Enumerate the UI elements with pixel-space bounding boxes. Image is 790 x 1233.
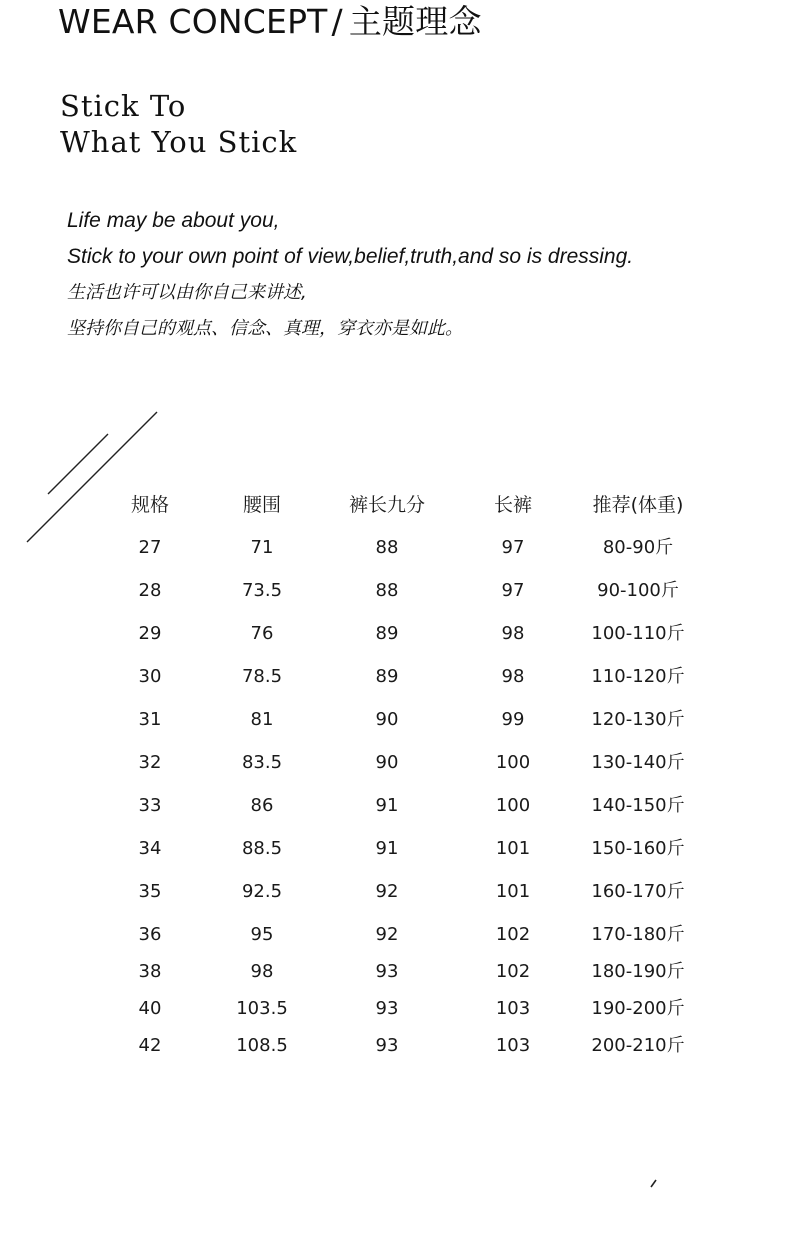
full-length-cell: 103 [495, 1035, 531, 1056]
table-row [0, 875, 790, 918]
table-row [0, 789, 790, 832]
table-row [0, 574, 790, 617]
motto-line-1: Stick To [60, 89, 187, 123]
size-cell: 31 [138, 709, 162, 730]
full-length-cell: 103 [495, 998, 531, 1019]
weight-cell: 120-130斤 [591, 709, 685, 730]
ninth-length-cell: 91 [375, 795, 399, 816]
weight-cell: 110-120斤 [591, 666, 685, 687]
weight-cell: 140-150斤 [591, 795, 685, 816]
ninth-length-cell: 92 [375, 924, 399, 945]
ninth-length-cell: 88 [375, 580, 399, 601]
table-row [0, 660, 790, 703]
size-cell: 32 [138, 752, 162, 773]
stray-tick-mark [648, 1178, 660, 1190]
ninth-length-cell: 89 [375, 666, 399, 687]
weight-cell: 160-170斤 [591, 881, 685, 902]
full-length-cell: 99 [501, 709, 525, 730]
table-row [0, 703, 790, 746]
size-cell: 40 [138, 998, 162, 1019]
intro-cn-line-2: 坚持你自己的观点、信念、真理，穿衣亦是如此。 [67, 318, 463, 339]
size-cell: 30 [138, 666, 162, 687]
table-row [0, 955, 790, 992]
intro-text [67, 203, 633, 347]
full-length-cell: 100 [495, 795, 531, 816]
size-table [0, 488, 790, 1066]
waist-cell: 86 [250, 795, 274, 816]
header-recommended-weight: 推荐(体重) [592, 494, 684, 516]
heading-slash: / [331, 2, 343, 41]
intro-en-line-2: Stick to your own point of view,belief,truth,and so is dressing. [67, 245, 634, 268]
size-cell: 29 [138, 623, 162, 644]
waist-cell: 92.5 [241, 881, 283, 902]
waist-cell: 108.5 [236, 1035, 288, 1056]
table-row [0, 746, 790, 789]
intro-en-line-1: Life may be about you, [67, 209, 280, 232]
table-row [0, 832, 790, 875]
heading-cn: 主题理念 [348, 2, 482, 41]
tick-mark-line [651, 1180, 656, 1187]
table-header-row [0, 488, 790, 531]
size-cell: 33 [138, 795, 162, 816]
waist-cell: 88.5 [241, 838, 283, 859]
ninth-length-cell: 93 [375, 998, 399, 1019]
header-ninth-length: 裤长九分 [348, 494, 426, 516]
weight-cell: 180-190斤 [591, 961, 685, 982]
motto [60, 88, 297, 160]
size-cell: 36 [138, 924, 162, 945]
full-length-cell: 101 [495, 838, 531, 859]
header-size: 规格 [130, 494, 170, 516]
header-full-length: 长裤 [493, 494, 533, 516]
full-length-cell: 102 [495, 924, 531, 945]
waist-cell: 98 [250, 961, 274, 982]
size-cell: 38 [138, 961, 162, 982]
ninth-length-cell: 91 [375, 838, 399, 859]
section-heading [58, 2, 482, 42]
weight-cell: 90-100斤 [597, 580, 679, 601]
waist-cell: 103.5 [236, 998, 288, 1019]
weight-cell: 150-160斤 [591, 838, 685, 859]
waist-cell: 76 [250, 623, 274, 644]
full-length-cell: 98 [501, 623, 525, 644]
table-row [0, 617, 790, 660]
table-row [0, 918, 790, 955]
weight-cell: 200-210斤 [591, 1035, 685, 1056]
table-row [0, 992, 790, 1029]
ninth-length-cell: 88 [375, 537, 399, 558]
ninth-length-cell: 92 [375, 881, 399, 902]
ninth-length-cell: 90 [375, 752, 399, 773]
weight-cell: 130-140斤 [591, 752, 685, 773]
waist-cell: 71 [250, 537, 274, 558]
waist-cell: 73.5 [241, 580, 283, 601]
waist-cell: 81 [250, 709, 274, 730]
weight-cell: 80-90斤 [602, 537, 674, 558]
full-length-cell: 102 [495, 961, 531, 982]
intro-cn-line-1: 生活也许可以由你自己来讲述, [67, 282, 307, 303]
size-cell: 27 [138, 537, 162, 558]
weight-cell: 170-180斤 [591, 924, 685, 945]
full-length-cell: 100 [495, 752, 531, 773]
waist-cell: 95 [250, 924, 274, 945]
table-row [0, 1029, 790, 1066]
deco-line-short [48, 434, 108, 494]
waist-cell: 83.5 [241, 752, 283, 773]
ninth-length-cell: 90 [375, 709, 399, 730]
table-row [0, 531, 790, 574]
header-waist: 腰围 [242, 494, 282, 516]
full-length-cell: 101 [495, 881, 531, 902]
size-cell: 42 [138, 1035, 162, 1056]
waist-cell: 78.5 [241, 666, 283, 687]
ninth-length-cell: 89 [375, 623, 399, 644]
size-cell: 28 [138, 580, 162, 601]
motto-line-2: What You Stick [60, 125, 298, 159]
full-length-cell: 97 [501, 537, 525, 558]
size-cell: 35 [138, 881, 162, 902]
full-length-cell: 98 [501, 666, 525, 687]
ninth-length-cell: 93 [375, 961, 399, 982]
ninth-length-cell: 93 [375, 1035, 399, 1056]
size-cell: 34 [138, 838, 162, 859]
weight-cell: 100-110斤 [591, 623, 685, 644]
full-length-cell: 97 [501, 580, 525, 601]
heading-en: WEAR CONCEPT [58, 2, 328, 41]
weight-cell: 190-200斤 [591, 998, 685, 1019]
